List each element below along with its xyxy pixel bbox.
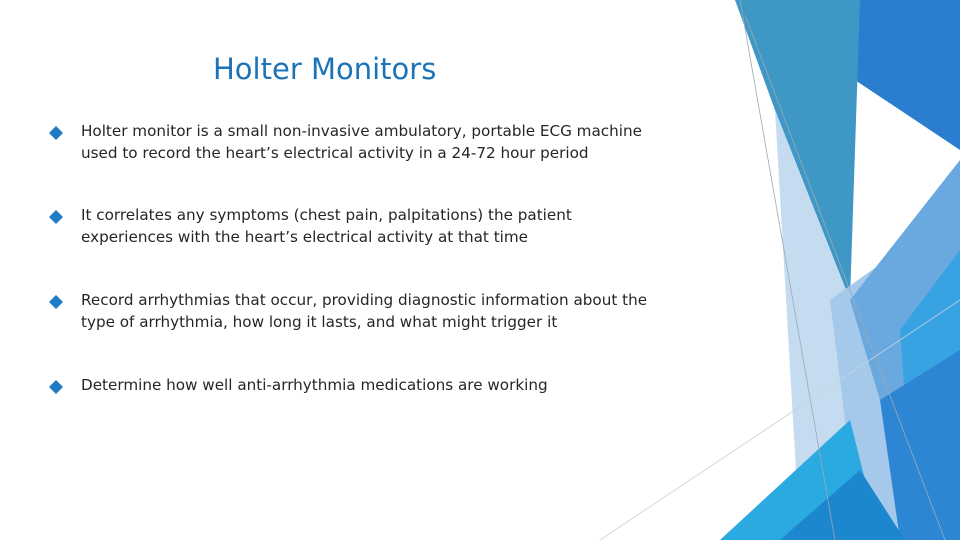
slide-title: Holter Monitors xyxy=(213,52,437,86)
bullet-text: Record arrhythmias that occur, providing diagnostic information about the type of arrhythmia, how long it lasts, and what might trigger it xyxy=(81,291,648,331)
diamond-bullet-icon xyxy=(49,380,63,394)
bullet-text: Holter monitor is a small non-invasive ambulatory, portable ECG machine used to record the heart’s electrical activity in a 24-72 hour period xyxy=(81,122,642,162)
bullet-text: It correlates any symptoms (chest pain, palpitations) the patient experiences with the heart’s electrical activity at that time xyxy=(81,206,572,246)
bullet-text: Determine how well anti-arrhythmia medications are working xyxy=(81,376,548,394)
diamond-bullet-icon xyxy=(49,126,63,140)
diamond-bullet-icon xyxy=(49,210,63,224)
diamond-bullet-icon xyxy=(49,295,63,309)
